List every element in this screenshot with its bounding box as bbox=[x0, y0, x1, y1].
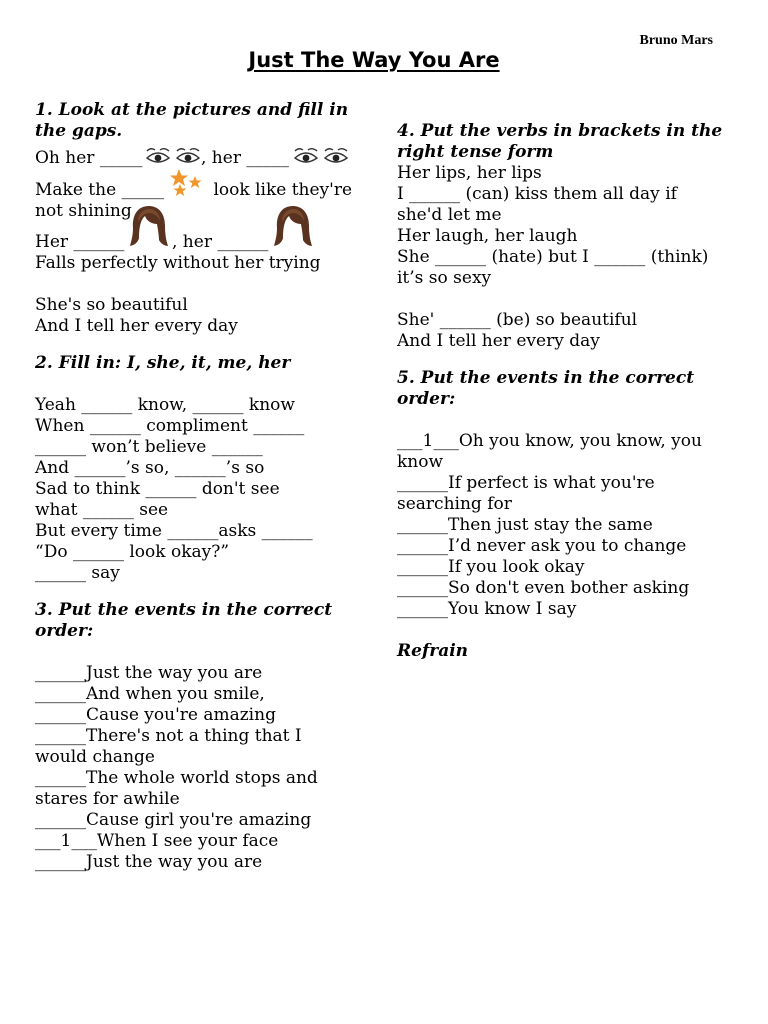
section5-heading: 5. Put the events in the correct order: bbox=[397, 368, 695, 409]
section1-line-stars bbox=[35, 180, 365, 222]
right-column bbox=[397, 121, 727, 662]
section1-heading: 1. Look at the pictures and fill in the gaps. bbox=[35, 100, 349, 141]
section4-line: She' ______ (be) so beautiful bbox=[397, 310, 638, 330]
hair-icon bbox=[129, 204, 169, 248]
section5-line: ___1___Oh you know, you know, you know bbox=[397, 431, 702, 472]
section5-line: ______I’d never ask you to change bbox=[397, 536, 687, 556]
section4-line: I ______ (can) kiss them all day if she'd let me bbox=[397, 184, 677, 225]
section3-line: ______The whole world stops and stares for awhile bbox=[35, 768, 318, 809]
section1-line2a: Make the _____ bbox=[35, 180, 165, 200]
section1-line4: Falls perfectly without her trying bbox=[35, 253, 321, 273]
song-title: Just The Way You Are bbox=[248, 48, 500, 72]
section1-line6: And I tell her every day bbox=[35, 316, 238, 336]
section2-line: “Do ______ look okay?” bbox=[35, 542, 230, 562]
stars-icon bbox=[169, 168, 203, 198]
section1-line5: She's so beautiful bbox=[35, 295, 188, 315]
section3-line: ______Cause you're amazing bbox=[35, 705, 276, 725]
section2-line: But every time ______asks ______ bbox=[35, 521, 313, 541]
section1-line1a: Oh her _____ bbox=[35, 148, 143, 168]
refrain-label: Refrain bbox=[397, 641, 469, 661]
section3-line: ______Cause girl you're amazing bbox=[35, 810, 312, 830]
section4-line: Her laugh, her laugh bbox=[397, 226, 578, 246]
section1-line-eyes bbox=[35, 148, 365, 169]
section1-line3a: Her ______ bbox=[35, 232, 125, 252]
section4-line: And I tell her every day bbox=[397, 331, 600, 351]
section1-line3b: , her ______ bbox=[172, 232, 269, 252]
section5-line: ______If you look okay bbox=[397, 557, 585, 577]
hair-icon bbox=[273, 204, 313, 248]
section3-line: ______Just the way you are bbox=[35, 663, 263, 683]
eyes-icon bbox=[293, 144, 351, 166]
section1-line2b: look like they're not shining bbox=[35, 180, 353, 221]
section1-line-hair bbox=[35, 232, 365, 253]
section5-line: ______You know I say bbox=[397, 599, 577, 619]
section2-line: And ______’s so, ______’s so bbox=[35, 458, 265, 478]
section2-line: When ______ compliment ______ bbox=[35, 416, 305, 436]
author-name: Bruno Mars bbox=[639, 33, 713, 48]
section3-line: ______Just the way you are bbox=[35, 852, 263, 872]
section5-line: ______Then just stay the same bbox=[397, 515, 653, 535]
section4-heading: 4. Put the verbs in brackets in the right tense form bbox=[397, 121, 723, 162]
section2-heading: 2. Fill in: I, she, it, me, her bbox=[35, 353, 291, 373]
left-column bbox=[35, 100, 365, 873]
section1-line1b: , her _____ bbox=[201, 148, 289, 168]
section3-heading: 3. Put the events in the correct order: bbox=[35, 600, 333, 641]
section5-line: ______So don't even bother asking bbox=[397, 578, 690, 598]
section2-line: ______ won’t believe ______ bbox=[35, 437, 263, 457]
section5-line: ______If perfect is what you're searching for bbox=[397, 473, 655, 514]
section3-line: ___1___When I see your face bbox=[35, 831, 279, 851]
section4-line: Her lips, her lips bbox=[397, 163, 542, 183]
section3-line: ______And when you smile, bbox=[35, 684, 265, 704]
section3-line: ______There's not a thing that I would change bbox=[35, 726, 302, 767]
section2-line: ______ say bbox=[35, 563, 120, 583]
section2-line: Yeah ______ know, ______ know bbox=[35, 395, 295, 415]
eyes-icon bbox=[145, 144, 203, 166]
section4-line: She ______ (hate) but I ______ (think) it’s so sexy bbox=[397, 247, 709, 288]
section2-line: Sad to think ______ don't see what ______ see bbox=[35, 479, 280, 520]
